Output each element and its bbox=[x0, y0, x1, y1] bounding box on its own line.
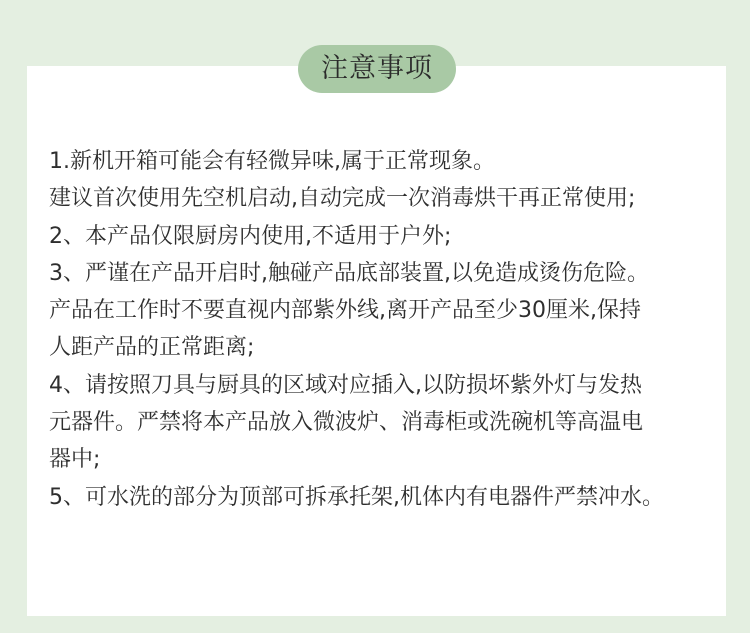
notice-line: 产品在工作时不要直视内部紫外线,离开产品至少30厘米,保持 bbox=[49, 298, 641, 324]
notice-line: 器中; bbox=[49, 447, 101, 473]
notice-line: 3、严谨在产品开启时,触碰产品底部装置,以免造成烫伤危险。 bbox=[49, 260, 649, 286]
notice-line: 元器件。严禁将本产品放入微波炉、消毒柜或洗碗机等高温电 bbox=[49, 410, 644, 436]
page-title: 注意事项 bbox=[298, 45, 456, 93]
notice-line: 5、可水洗的部分为顶部可拆承托架,机体内有电器件严禁冲水。 bbox=[49, 484, 664, 510]
notice-line: 建议首次使用先空机启动,自动完成一次消毒烘干再正常使用; bbox=[49, 186, 636, 212]
notice-line: 1.新机开箱可能会有轻微异味,属于正常现象。 bbox=[49, 149, 495, 174]
notice-line: 2、本产品仅限厨房内使用,不适用于户外; bbox=[49, 223, 452, 249]
notice-list bbox=[49, 143, 721, 516]
notice-line: 4、请按照刀具与厨具的区域对应插入,以防损坏紫外灯与发热 bbox=[49, 372, 642, 398]
notice-line: 人距产品的正常距离; bbox=[49, 335, 255, 361]
